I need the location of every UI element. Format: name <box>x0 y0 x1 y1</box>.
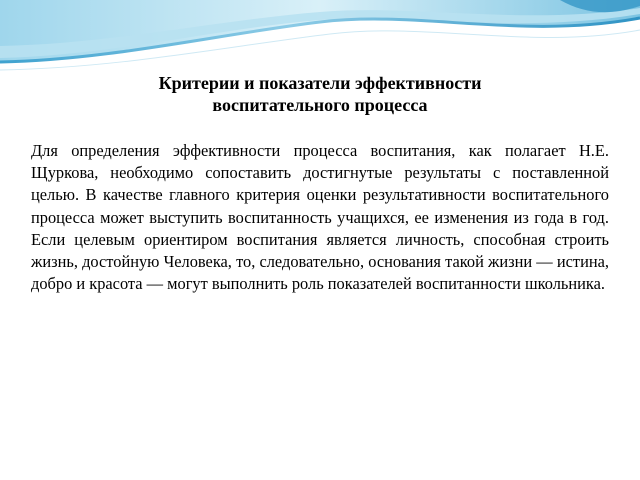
slide-title <box>60 72 580 116</box>
slide-title-line-2: воспитательного процесса <box>212 95 428 115</box>
wave-header-decoration <box>0 0 640 80</box>
slide-body-paragraph: Для определения эффективности процесса воспитания, как полагает Н.Е. Щуркова, необходимо сопоставить достигнутые результаты с поставленной целью. В качестве главного критерия оценки результативности воспитательного процесса может выступить воспитанность учащихся, ее изменения из года в год. Если целевым ориентиром воспитания является личность, способная строить жизнь, достойную Человека, то, следовательно, основания такой жизни — истина, добро и красота — могут выполнить роль показателей воспитанности школьника. <box>31 141 609 294</box>
slide-title-line-1: Критерии и показатели эффективности <box>158 73 482 93</box>
